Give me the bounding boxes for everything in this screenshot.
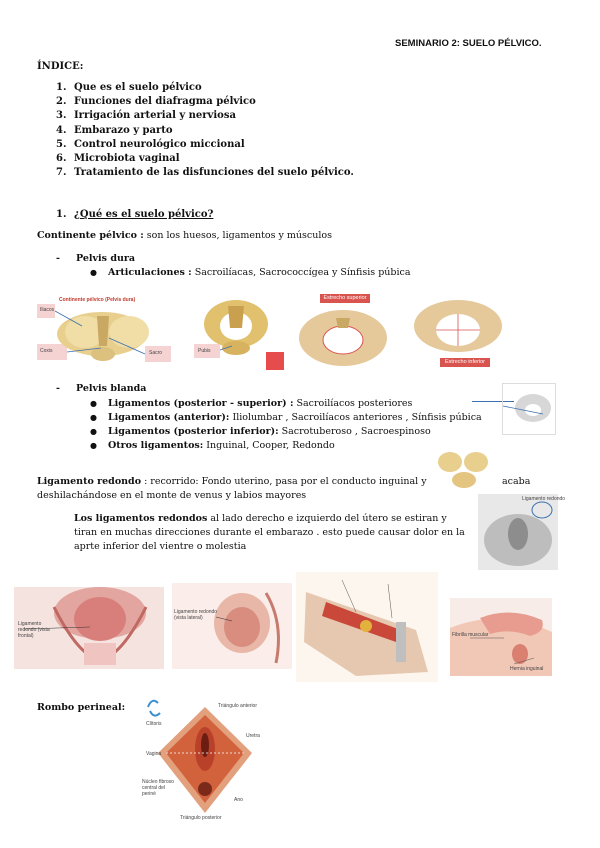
ligamentos-list: [90, 397, 482, 453]
index-item-label: Control neurológico miccional: [74, 138, 245, 150]
ligamento-item: [90, 411, 482, 425]
pelvis-dura-item: [56, 252, 135, 265]
bullet-icon: ●: [90, 441, 97, 450]
ligamento-item: [90, 425, 482, 439]
articulaciones-label: Articulaciones :: [108, 267, 192, 278]
index-item-label: Microbiota vaginal: [74, 152, 180, 164]
ligament-pelvis-figure: [502, 383, 556, 435]
bullet-icon: ●: [90, 427, 97, 436]
ligamento-label: Otros ligamentos:: [108, 440, 204, 451]
ligament-pelvis-illustration: [503, 384, 555, 434]
ligamento-item: [90, 397, 482, 411]
index-item: [56, 152, 354, 166]
label-vagina: Vagina: [146, 751, 162, 757]
section-1-number: 1.: [56, 209, 67, 220]
label-iliacos: Iliacos: [40, 307, 55, 313]
pelvis-dura-caption: Continente pélvico (Pelvis dura): [59, 297, 136, 303]
label-fibrilla-muscular: Fibrilla muscular: [452, 632, 489, 638]
ligamento-redondo-label: Ligamento redondo: [37, 476, 142, 487]
ligamento-text: Sacroilíacos posteriores: [293, 398, 413, 409]
index-item-number: 1.: [56, 82, 67, 93]
pelvis-dura-labeled-figure: [37, 296, 172, 370]
index-item: [56, 124, 354, 138]
label-uretra: Uretra: [246, 733, 260, 739]
perineal-diamond-illustration: [140, 693, 270, 823]
pelvis-dura-title: Pelvis dura: [76, 253, 136, 264]
bullet-icon: ●: [90, 413, 97, 422]
pelvis-blanda-title: Pelvis blanda: [76, 383, 147, 394]
label-coxis: Coxis: [40, 348, 53, 354]
index-item-number: 3.: [56, 110, 67, 122]
bullet-icon: ●: [90, 399, 97, 408]
ligamento-redondo-text-2: deshilachándose en el monte de venus y labios mayores: [37, 490, 307, 501]
ligamento-text: Inguinal, Cooper, Redondo: [203, 440, 335, 451]
index-item: [56, 166, 354, 180]
rombo-perineal-label: Rombo perineal:: [37, 702, 126, 713]
pelvis-dura-illustration: [37, 296, 172, 370]
articulaciones-text: Sacroilíacas, Sacrococcígea y Sínfisis púbica: [191, 267, 411, 278]
ligamento-label: Ligamentos (posterior - superior) :: [108, 398, 294, 409]
ligamentos-redondos-paragraph: [74, 512, 466, 554]
pelvis-blanda-dash: -: [56, 383, 60, 394]
pelvis-small-figure: [434, 446, 490, 490]
ligamento-redondo-line-1: [37, 475, 427, 488]
ligamento-label: Ligamentos (posterior inferior):: [108, 426, 279, 437]
ligamento-text: Iliolumbar , Sacroilíacos anteriores , Sínfisis púbica: [229, 412, 482, 423]
index-item-label: Tratamiento de las disfunciones del suelo pélvico.: [74, 167, 354, 179]
index-item: [56, 138, 354, 152]
estrecho-inferior-figure: [410, 294, 506, 374]
uterus-side-illustration: [172, 583, 292, 669]
estrecho-superior-figure: [296, 294, 390, 374]
continente-pelvico-line: [37, 229, 332, 242]
bullet-icon: ●: [90, 268, 97, 277]
index-item-number: 6.: [56, 152, 67, 164]
pelvis-blanda-item: [56, 382, 146, 395]
label-triangulo-anterior: Triángulo anterior: [218, 703, 258, 709]
ligamento-item: [90, 439, 482, 453]
label-nucleo-fibroso: Núcleo fibroso central del periné: [142, 779, 174, 797]
index-item: [56, 95, 354, 109]
pelvis-dura-dash: -: [56, 253, 60, 264]
pelvis-small-illustration: [434, 446, 490, 490]
label-triangulo-posterior: Triángulo posterior: [180, 815, 222, 821]
index-item-label: Que es el suelo pélvico: [74, 82, 202, 93]
pelvis-superior-illustration: [296, 294, 390, 374]
label-ligamento-redondo-lateral: Ligamento redondo (vista lateral): [174, 609, 218, 621]
index-item-number: 5.: [56, 138, 67, 150]
label-estrecho-inferior: Estrecho inferior: [440, 358, 490, 367]
inguinal-canal-figure: [296, 572, 438, 682]
label-ligamento-redondo-frontal: Ligamento redondo (vista frontal): [18, 621, 50, 639]
index-list: [56, 81, 354, 180]
index-heading: ÍNDICE:: [37, 61, 84, 72]
index-item-label: Irrigación arterial y nerviosa: [74, 110, 236, 122]
label-clitoris: Clítoris: [146, 721, 162, 727]
ligamento-label: Ligamentos (anterior):: [108, 412, 230, 423]
inguinal-canal-illustration: [296, 572, 438, 682]
index-item-number: 2.: [56, 96, 67, 108]
pelvis-pubis-figure: [186, 294, 284, 370]
section-1-title: ¿Qué es el suelo pélvico?: [74, 209, 214, 220]
ligamento-text: Sacrotuberoso , Sacroespinoso: [278, 426, 431, 437]
ligamento-redondo-text-1b: acaba: [502, 476, 531, 487]
hernia-inguinal-figure: [450, 598, 552, 676]
label-estrecho-superior: Estrecho superior: [320, 294, 370, 303]
ligamentos-redondos-text: al lado derecho e izquierdo del útero se estiran y tiran en muchas direcciones durante el embarazo . esto puede causar dolor en la aprte inferior del vientre o molestia: [74, 513, 465, 552]
label-ligamento-redondo: Ligamento redondo: [522, 496, 566, 502]
continente-label: Continente pélvico :: [37, 230, 144, 241]
uterus-side-figure: [172, 583, 292, 669]
index-item-number: 7.: [56, 167, 67, 179]
index-item-label: Embarazo y parto: [74, 124, 173, 136]
articulaciones-line: [90, 266, 411, 279]
continente-text: son los huesos, ligamentos y músculos: [143, 230, 333, 241]
section-1-heading: [56, 208, 213, 222]
ligamento-redondo-grayscale-figure: [478, 494, 566, 570]
document-header-title: SEMINARIO 2: SUELO PÉLVICO.: [395, 38, 542, 49]
grayscale-anatomy-illustration: [478, 494, 558, 570]
ligamento-redondo-text-1: : recorrido: Fondo uterino, pasa por el conducto inguinal y: [141, 476, 427, 487]
rombo-perineal-figure: [140, 693, 270, 823]
index-item: [56, 109, 354, 123]
ligamentos-redondos-bold: Los ligamentos redondos: [74, 513, 208, 524]
label-sacro: Sacro: [149, 350, 163, 356]
index-item: [56, 81, 354, 95]
uterus-front-figure: [14, 587, 164, 669]
index-item-number: 4.: [56, 124, 67, 136]
index-item-label: Funciones del diafragma pélvico: [74, 96, 256, 108]
label-pubis: Pubis: [198, 348, 211, 354]
label-hernia-inguinal: Hernia inguinal: [510, 666, 544, 672]
pelvis-front-illustration: [186, 294, 284, 370]
label-ano: Ano: [234, 797, 243, 803]
